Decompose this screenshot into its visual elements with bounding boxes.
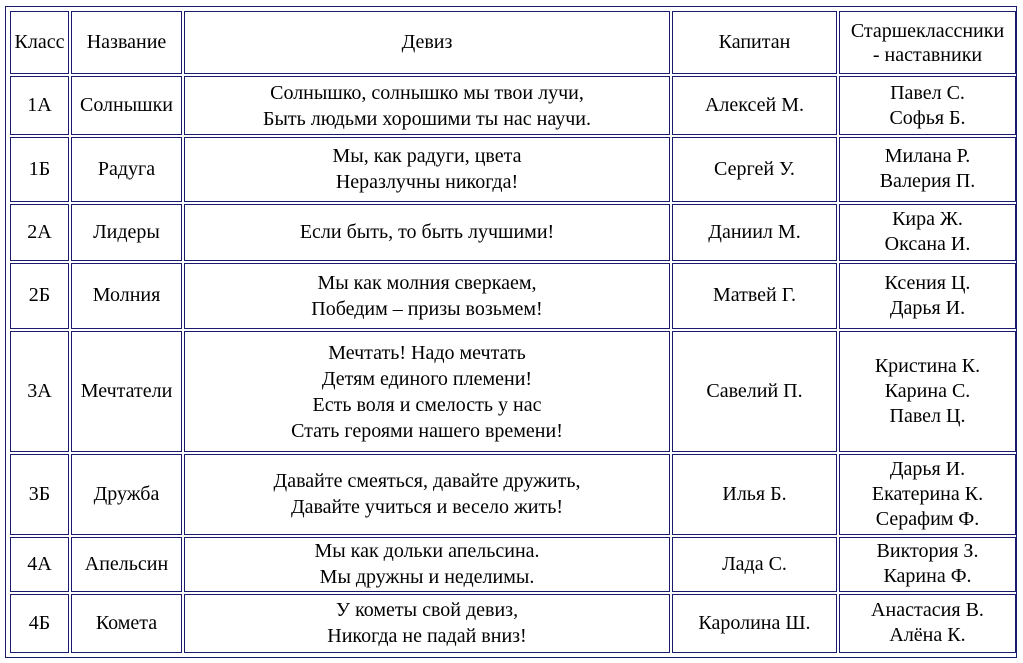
table-row [10,594,1016,653]
motto-line: Мы, как радуги, цвета [332,145,522,168]
captain-cell: Даниил М. [672,204,837,261]
motto-line: Давайте учиться и весело жить! [290,496,564,519]
mentors-cell [839,137,1016,201]
class-cell: 2Б [10,263,69,329]
table-row [10,204,1016,261]
mentor-name: Виктория З. [876,540,979,563]
motto-cell [184,204,670,261]
motto-cell [184,263,670,329]
motto-line: Победим – призы возьмем! [311,297,543,320]
mentor-name: Дарья И. [889,296,966,319]
mentor-name: Алёна К. [889,624,966,647]
captain-cell: Каролина Ш. [672,594,837,653]
team-name-cell: Комета [71,594,182,653]
header-captain: Капитан [672,11,837,74]
class-cell: 3А [10,331,69,452]
header-mentors-line1: Старшеклассники [850,19,1005,42]
motto-line: Быть людьми хорошими ты нас научи. [262,107,591,130]
team-name-cell: Дружба [71,454,182,535]
class-cell: 4Б [10,594,69,653]
teams-table-frame [5,6,1017,658]
motto-line: Мы дружны и неделимы. [319,566,535,589]
class-cell: 1Б [10,137,69,201]
mentor-name: Валерия П. [879,170,976,193]
table-row [10,137,1016,201]
team-name-cell: Солнышки [71,76,182,135]
mentors-cell [839,331,1016,452]
motto-cell [184,76,670,135]
team-name-cell: Мечтатели [71,331,182,452]
header-motto: Девиз [184,11,670,74]
mentor-name: Павел С. [890,81,965,104]
motto-line: Мечтать! Надо мечтать [328,341,526,364]
motto-line: Мы как дольки апельсина. [314,540,540,563]
header-name: Название [71,11,182,74]
mentor-name: Милана Р. [884,145,971,168]
mentor-name: Ксения Ц. [884,271,971,294]
class-cell: 2А [10,204,69,261]
mentors-cell [839,537,1016,592]
mentor-name: Анастасия В. [871,599,984,622]
table-row [10,454,1016,535]
captain-cell: Матвей Г. [672,263,837,329]
mentor-name: Карина Ф. [883,565,972,588]
table-row [10,263,1016,329]
mentor-name: Павел Ц. [889,405,966,428]
header-mentors-line2: - наставники [872,43,983,66]
team-name-cell: Лидеры [71,204,182,261]
mentors-cell [839,263,1016,329]
captain-cell: Илья Б. [672,454,837,535]
captain-cell: Лада С. [672,537,837,592]
teams-table [8,9,1018,655]
motto-line: Давайте смеяться, давайте дружить, [273,470,581,493]
captain-cell: Сергей У. [672,137,837,201]
class-cell: 1А [10,76,69,135]
motto-cell [184,137,670,201]
mentor-name: Карина С. [884,380,971,403]
mentors-cell [839,204,1016,261]
captain-cell: Алексей М. [672,76,837,135]
motto-cell [184,594,670,653]
mentor-name: Оксана И. [884,233,971,256]
motto-cell [184,331,670,452]
motto-line: Мы как молния сверкаем, [317,271,537,294]
team-name-cell: Радуга [71,137,182,201]
mentor-name: Софья Б. [889,106,966,129]
mentor-name: Екатерина К. [871,482,984,505]
mentor-name: Кристина К. [874,355,981,378]
motto-line: Есть воля и смелость у нас [312,393,542,416]
table-row [10,537,1016,592]
motto-cell [184,454,670,535]
header-row [10,11,1016,74]
class-cell: 4А [10,537,69,592]
motto-cell [184,537,670,592]
motto-line: Неразлучны никогда! [335,171,519,194]
table-row [10,331,1016,452]
mentors-cell [839,76,1016,135]
motto-line: У кометы свой девиз, [335,599,519,622]
header-mentors [839,11,1016,74]
mentor-name: Дарья И. [889,457,966,480]
team-name-cell: Апельсин [71,537,182,592]
captain-cell: Савелий П. [672,331,837,452]
mentor-name: Кира Ж. [892,208,963,231]
mentors-cell [839,454,1016,535]
team-name-cell: Молния [71,263,182,329]
header-class: Класс [10,11,69,74]
class-cell: 3Б [10,454,69,535]
mentor-name: Серафим Ф. [875,507,980,530]
motto-line: Никогда не падай вниз! [327,625,527,648]
mentors-cell [839,594,1016,653]
motto-line: Солнышко, солнышко мы твои лучи, [270,81,584,104]
motto-line: Детям единого племени! [321,367,533,390]
motto-line: Если быть, то быть лучшими! [299,221,555,244]
motto-line: Стать героями нашего времени! [291,419,563,442]
table-row [10,76,1016,135]
